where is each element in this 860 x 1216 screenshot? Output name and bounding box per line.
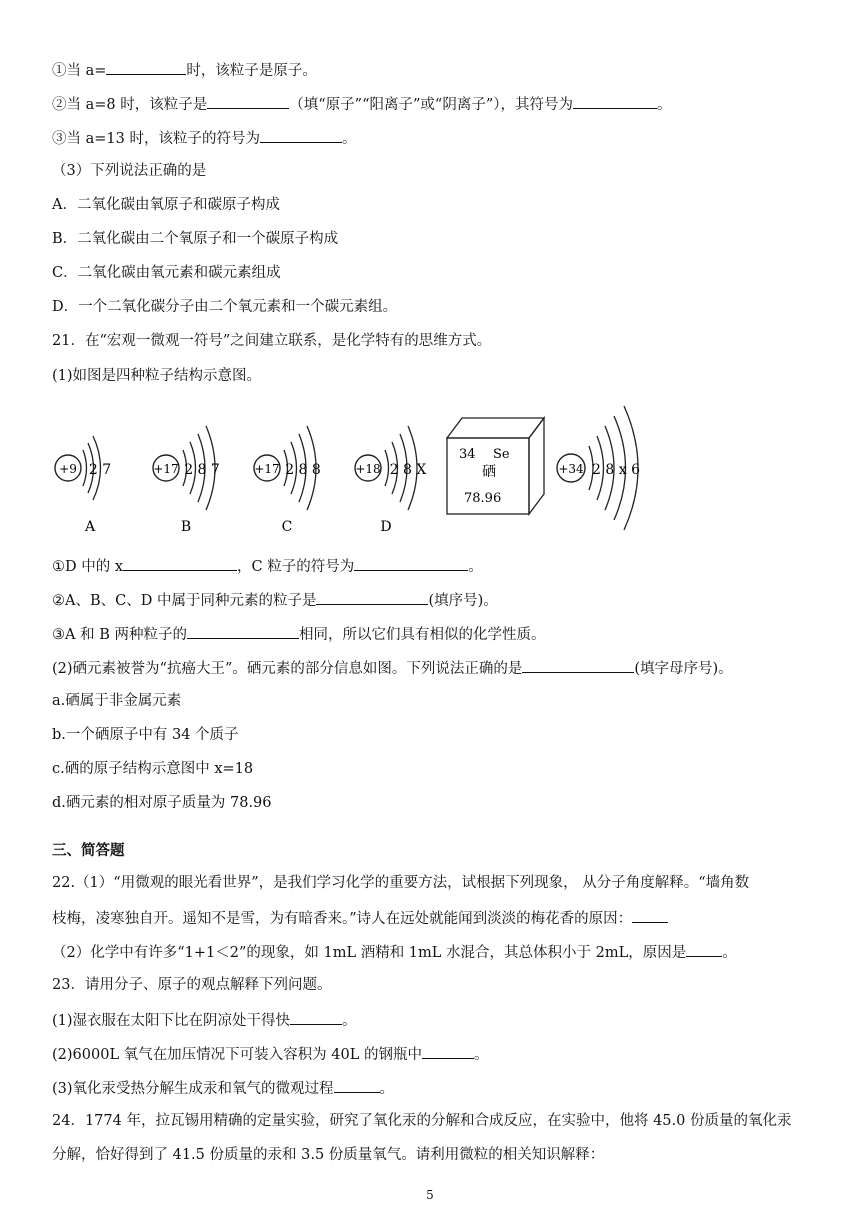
text: (填序号)。 [428, 593, 498, 609]
text: 时，该粒子是原子。 [186, 63, 317, 79]
electron-shells: 2 7 [88, 462, 112, 478]
text: ③当 a=13 时，该粒子的符号为 [52, 131, 260, 147]
answer-blank[interactable] [316, 589, 428, 605]
question-24-line-2: 分解，恰好得到了 41.5 份质量的汞和 3.5 份质量氧气。请利用微粒的相关知识解释： [52, 1147, 605, 1163]
particle-label: D [380, 519, 392, 535]
section-heading: 三、简答题 [52, 842, 125, 859]
question-line-3 [52, 127, 356, 149]
text: 。 [722, 945, 737, 961]
nucleus-charge: +17 [254, 462, 280, 476]
particle-b-diagram [153, 426, 220, 535]
answer-blank[interactable] [123, 555, 237, 571]
text: ，C 粒子的符号为 [237, 559, 355, 575]
particle-d-diagram [355, 426, 426, 535]
text: （填“原子”“阳离子”或“阴离子”），其符号为 [289, 97, 573, 113]
particle-diagrams-svg [52, 398, 672, 548]
particle-structure-figure [52, 398, 672, 548]
question-line-1 [52, 59, 317, 81]
question-22-line-1: 22.（1）“用微观的眼光看世界”，是我们学习化学的重要方法，试根据下列现象， 从分子角度解释。“墙角数 [52, 875, 750, 891]
nucleus-charge: +34 [558, 462, 584, 476]
text: ③A 和 B 两种粒子的 [52, 627, 187, 643]
choice-b: b.一个硒原子中有 34 个质子 [52, 727, 239, 743]
answer-blank[interactable] [686, 941, 722, 957]
text: ②A、B、C、D 中属于同种元素的粒子是 [52, 593, 317, 609]
question-21-part-2 [52, 657, 733, 679]
text: ②当 a=8 时，该粒子是 [52, 97, 208, 113]
atomic-number: 34 [459, 447, 476, 462]
option-d: D．一个二氧化碳分子由二个氧元素和一个碳元素组。 [52, 299, 398, 315]
answer-blank[interactable] [334, 1077, 380, 1093]
answer-blank[interactable] [106, 59, 186, 75]
option-b: B．二氧化碳由二个氧原子和一个碳原子构成 [52, 231, 339, 247]
text: 。 [656, 97, 672, 113]
answer-blank[interactable] [290, 1009, 342, 1025]
text: （2）化学中有许多“1+1＜2”的现象，如 1mL 酒精和 1mL 水混合，其总体积小于 2mL，原因是 [52, 945, 687, 961]
atomic-mass: 78.96 [464, 491, 502, 506]
particle-label: A [84, 519, 96, 535]
selenium-atom-diagram [557, 406, 640, 530]
sub-question-3b [52, 623, 545, 645]
text: ①D 中的 x [52, 559, 124, 575]
question-23-part-2 [52, 1043, 488, 1065]
answer-blank[interactable] [632, 907, 668, 923]
choice-c: c.硒的原子结构示意图中 x=18 [52, 761, 254, 777]
sub-question-2 [52, 589, 498, 611]
text: (3)氧化汞受热分解生成汞和氧气的微观过程 [52, 1081, 334, 1097]
answer-blank[interactable] [573, 93, 657, 109]
option-c: C．二氧化碳由氧元素和碳元素组成 [52, 265, 281, 281]
sub-question-1 [52, 555, 483, 577]
question-23-part-3 [52, 1077, 394, 1099]
option-a: A．二氧化碳由氧原子和碳原子构成 [52, 197, 280, 213]
answer-blank[interactable] [207, 93, 289, 109]
text: ①当 a= [52, 63, 107, 79]
question-21-part-1: (1)如图是四种粒子结构示意图。 [52, 368, 262, 384]
element-symbol: Se [493, 447, 510, 462]
electron-shells: 2 8 x 6 [592, 462, 640, 478]
text: (填字母序号)。 [634, 661, 733, 677]
text: 。 [342, 1013, 357, 1029]
nucleus-charge: +17 [153, 462, 179, 476]
electron-shells: 2 8 7 [184, 462, 220, 478]
text: 。 [468, 559, 483, 575]
question-line-2 [52, 93, 671, 115]
text: 。 [379, 1081, 395, 1097]
selenium-element-box [447, 418, 544, 514]
answer-blank[interactable] [422, 1043, 474, 1059]
question-23-part-1 [52, 1009, 357, 1031]
text: 。 [473, 1047, 489, 1063]
text: (2)6000L 氧气在加压情况下可装入容积为 40L 的钢瓶中 [52, 1047, 422, 1063]
electron-shells: 2 8 8 [285, 462, 321, 478]
element-name: 硒 [482, 464, 496, 480]
text: 相同，所以它们具有相似的化学性质。 [298, 627, 546, 643]
question-21: 21．在“宏观一微观一符号”之间建立联系，是化学特有的思维方式。 [52, 333, 492, 349]
particle-a-diagram [55, 436, 111, 535]
page-number: 5 [426, 1188, 434, 1202]
answer-blank[interactable] [260, 127, 342, 143]
particle-label: B [180, 519, 192, 535]
particle-label: C [281, 519, 293, 535]
text: (1)湿衣服在太阳下比在阴凉处干得快 [52, 1013, 291, 1029]
choice-d: d.硒元素的相对原子质量为 78.96 [52, 795, 272, 811]
question-22-part-2 [52, 941, 737, 963]
question-23: 23．请用分子、原子的观点解释下列问题。 [52, 977, 332, 993]
question-24-line-1: 24．1774 年，拉瓦锡用精确的定量实验，研究了氧化汞的分解和合成反应，在实验中，他将 45.0 份质量的氧化汞 [52, 1113, 792, 1129]
nucleus-charge: +9 [59, 462, 77, 476]
text: (2)硒元素被誉为“抗癌大王”。硒元素的部分信息如图。下列说法正确的是 [52, 661, 523, 677]
particle-c-diagram [254, 426, 321, 535]
text: 枝梅，凌寒独自开。遥知不是雪，为有暗香来。”诗人在远处就能闻到淡淡的梅花香的原因： [52, 911, 633, 927]
question-22-line-2 [52, 907, 668, 929]
answer-blank[interactable] [522, 657, 634, 673]
text: 。 [341, 131, 357, 147]
nucleus-charge: +18 [355, 462, 381, 476]
electron-shells: 2 8 X [389, 462, 427, 478]
sub-question-3: （3）下列说法正确的是 [52, 163, 207, 179]
choice-a: a.硒属于非金属元素 [52, 693, 182, 709]
answer-blank[interactable] [354, 555, 468, 571]
answer-blank[interactable] [187, 623, 299, 639]
